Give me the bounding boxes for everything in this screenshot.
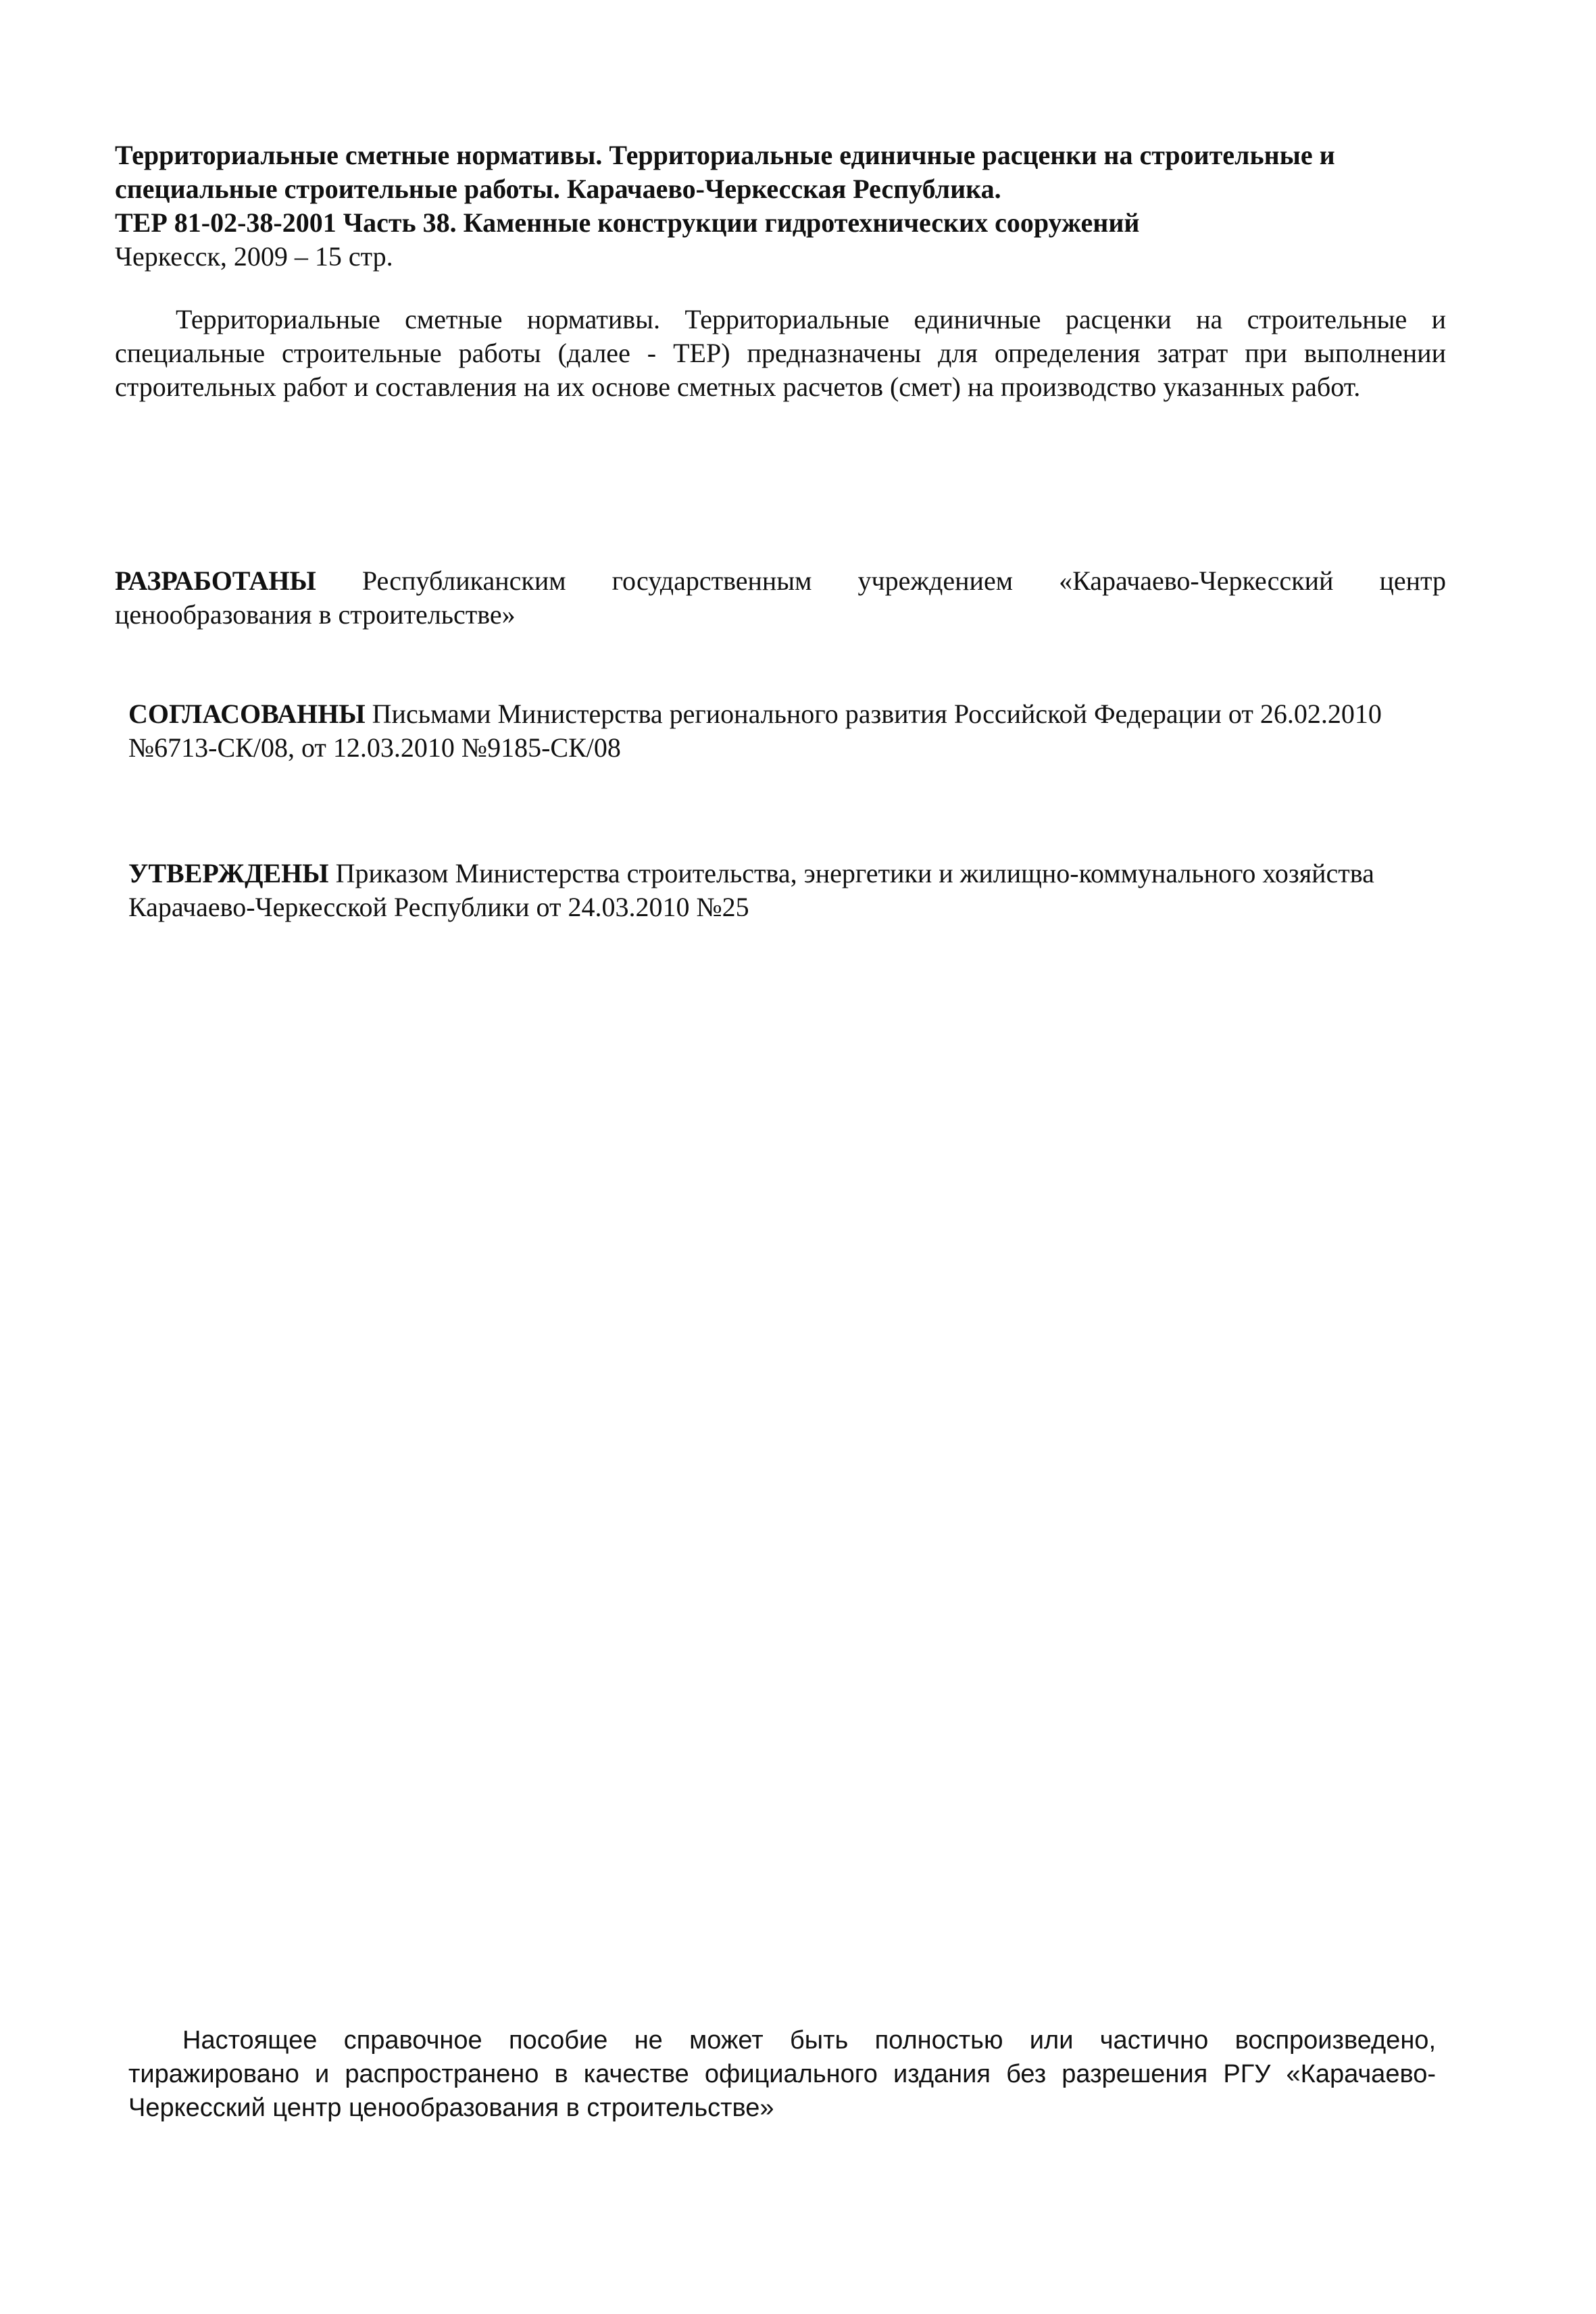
- document-header: [115, 139, 1466, 274]
- intro-paragraph: Территориальные сметные нормативы. Территориальные единичные расценки на строительные и специальные строительные работы (далее - ТЕР) предназначены для определения затрат при выполнении строительных работ и составления на их основе сметных расчетов (смет) на производство указанных работ.: [115, 304, 1446, 402]
- developed-by-section: [115, 564, 1446, 632]
- agreed-label: СОГЛАСОВАННЫ: [128, 699, 366, 729]
- developed-text: Республиканским государственным учреждением «Карачаево-Черкесский центр ценообразования в строительстве»: [115, 565, 1446, 630]
- approved-label: УТВЕРЖДЕНЫ: [128, 858, 329, 888]
- developed-label: РАЗРАБОТАНЫ: [115, 565, 316, 596]
- title-line-3: ТЕР 81-02-38-2001 Часть 38. Каменные конструкции гидротехнических сооружений: [115, 207, 1140, 238]
- approved-section: [128, 857, 1446, 924]
- agreed-section: [128, 697, 1446, 765]
- agreed-text: Письмами Министерства регионального развития Российской Федерации от 26.02.2010 №6713-СК/08, от 12.03.2010 №9185-СК/08: [128, 699, 1382, 763]
- imprint-line: Черкесск, 2009 – 15 стр.: [115, 241, 393, 272]
- title-line-2: специальные строительные работы. Карачаево-Черкесская Республика.: [115, 174, 1001, 204]
- approved-text: Приказом Министерства строительства, энергетики и жилищно-коммунального хозяйства Карачаево-Черкесской Республики от 24.03.2010 №25: [128, 858, 1374, 922]
- title-line-1: Территориальные сметные нормативы. Территориальные единичные расценки на строительные и: [115, 140, 1335, 170]
- copyright-notice: Настоящее справочное пособие не может быть полностью или частично воспроизведено, тиражировано и распространено в качестве официального издания без разрешения РГУ «Карачаево-Черкесский центр ценообразования в строительстве»: [128, 2026, 1436, 2122]
